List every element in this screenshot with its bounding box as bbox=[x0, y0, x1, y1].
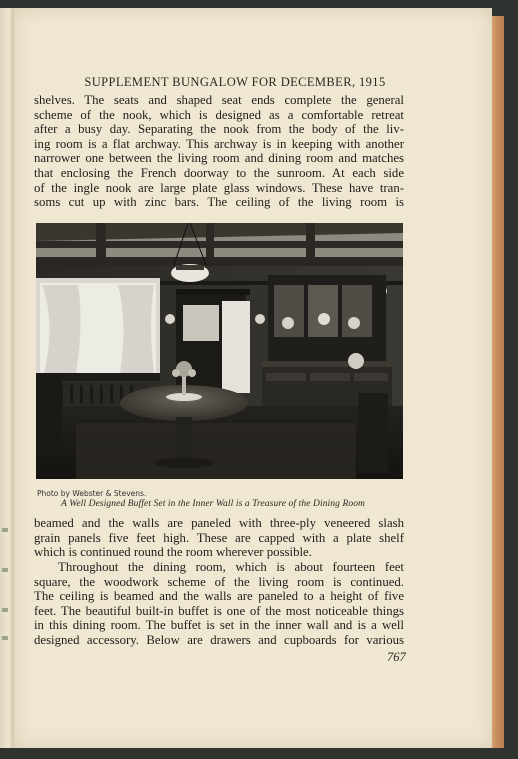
top-paragraph bbox=[34, 93, 404, 210]
page-number: 767 bbox=[387, 650, 406, 664]
text-line: shelves. The seats and shaped seat ends complete the general bbox=[34, 93, 404, 107]
text-line: square, the woodwork scheme of the living room is continued. bbox=[34, 574, 404, 589]
edge-mark bbox=[2, 636, 8, 640]
edge-mark bbox=[2, 568, 8, 572]
book-page-edge bbox=[490, 16, 504, 748]
text-line: designed accessory. Below are drawers and cupboards for various bbox=[34, 632, 404, 647]
text-line: of the ingle nook are large plate glass windows. These have tran- bbox=[34, 180, 404, 195]
facing-page-edge bbox=[0, 8, 15, 748]
dining-room-photo bbox=[36, 223, 403, 479]
photo-rendering bbox=[36, 223, 403, 479]
text-line: grain panels five feet high. These are capped with a plate shelf bbox=[34, 530, 404, 545]
photo-credit: Photo by Webster & Stevens. bbox=[37, 489, 147, 498]
book-page bbox=[14, 8, 492, 748]
text-line: in this dining room. The buffet is set in the inner wall and is a well bbox=[34, 618, 404, 633]
text-line: that enclosing the French doorway to the sunroom. At each side bbox=[34, 165, 404, 180]
text-line: feet. The beautiful built-in buffet is one of the most noticeable things bbox=[34, 603, 404, 618]
running-head: SUPPLEMENT BUNGALOW FOR DECEMBER, 1915 bbox=[84, 75, 386, 89]
text-line: narrower one between the living room and dining room and matches bbox=[34, 151, 404, 166]
text-line: beamed and the walls are paneled with three-ply veneered slash bbox=[34, 516, 404, 530]
text-line: The ceiling is beamed and the walls are paneled to a height of five bbox=[34, 589, 404, 604]
photo-caption: A Well Designed Buffet Set in the Inner Wall is a Treasure of the Dining Room bbox=[61, 499, 366, 509]
text-line: after a busy day. Separating the nook from the body of the liv- bbox=[34, 122, 404, 137]
edge-mark bbox=[2, 528, 8, 532]
paragraph-2 bbox=[34, 516, 404, 560]
text-line: ing room is a flat archway. This archway is in keeping with another bbox=[34, 136, 404, 151]
text-line: soms cut up with zinc bars. The ceiling of the living room is bbox=[34, 195, 404, 210]
text-line: scheme of the nook, which is designed as a comfortable retreat bbox=[34, 107, 404, 122]
text-line: which is continued round the room wherever possible. bbox=[34, 545, 312, 560]
edge-mark bbox=[2, 608, 8, 612]
paragraph-3 bbox=[34, 560, 404, 648]
text-line: Throughout the dining room, which is about fourteen feet bbox=[58, 560, 404, 574]
